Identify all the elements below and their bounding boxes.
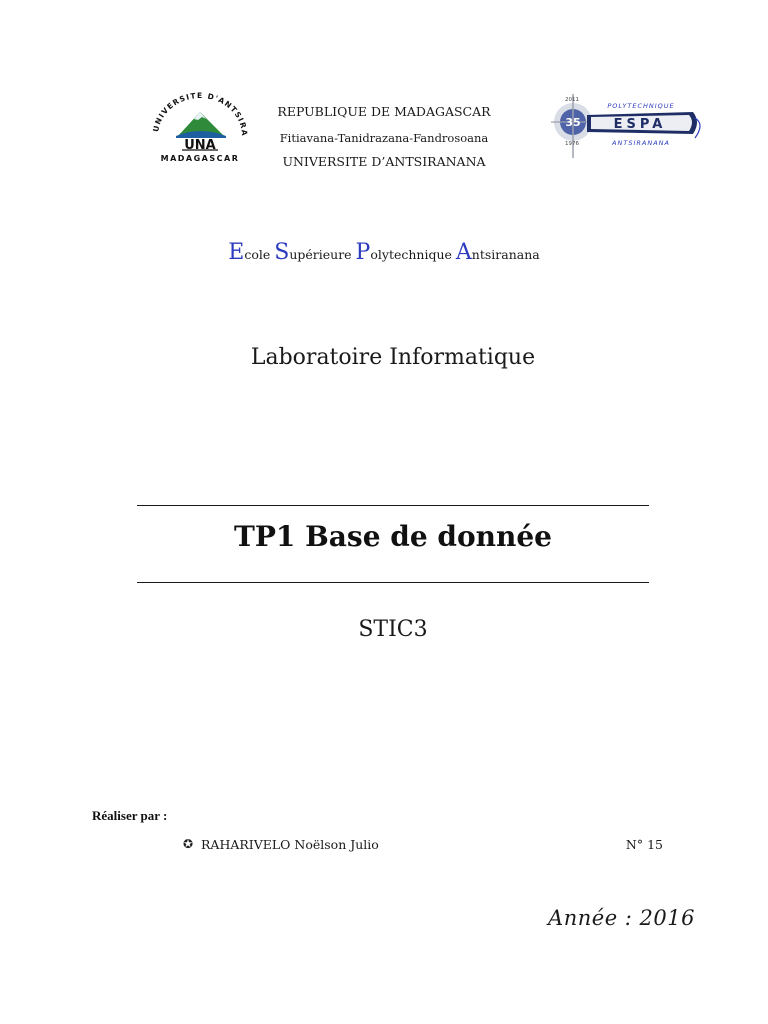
star-bullet-icon: ✪ [183, 837, 194, 851]
espa-year-top: 2011 [565, 97, 579, 103]
school-initial-e: E [228, 240, 245, 265]
espa-arc-top: POLYTECHNIQUE [607, 102, 675, 110]
title-rule-top [137, 505, 649, 506]
credits-label: Réaliser par : [92, 808, 168, 823]
espa-logo [545, 88, 707, 160]
una-ring-text: UNIVERSITE D'ANTSIRA [151, 92, 250, 137]
author-name: RAHARIVELO Noëlson Julio [201, 837, 379, 852]
university-name: UNIVERSITE D’ANTSIRANANA [282, 154, 486, 169]
year: Année : 2016 [548, 906, 695, 930]
espa-number: 35 [565, 116, 581, 129]
author-row [183, 837, 663, 855]
school-word-s: upérieure [289, 247, 356, 262]
una-country: MADAGASCAR [160, 154, 240, 163]
title-rule-bottom [137, 582, 649, 583]
republic-name: REPUBLIQUE DE MADAGASCAR [277, 104, 491, 119]
school-word-p: olytechnique [370, 247, 456, 262]
national-motto: Fitiavana-Tanidrazana-Fandrosoana [279, 131, 489, 145]
espa-logo-icon [545, 88, 707, 160]
document-title: TP1 Base de donnée [234, 520, 552, 553]
school-word-a: ntsiranana [471, 247, 540, 262]
school-initial-a: A [455, 240, 472, 265]
school-initial-p: P [355, 240, 371, 265]
author-number: N° 15 [625, 837, 663, 852]
espa-arc-bottom: ANTSIRANANA [612, 139, 670, 147]
lab-name: Laboratoire Informatique [250, 345, 536, 370]
school-word-e: cole [244, 247, 275, 262]
class-name: STIC3 [358, 617, 428, 642]
espa-year-bottom: 1976 [565, 141, 579, 147]
una-acronym: UNA [184, 138, 216, 153]
school-initial-s: S [274, 240, 290, 265]
espa-acronym: ESPA [613, 117, 667, 132]
school-name [0, 240, 768, 265]
